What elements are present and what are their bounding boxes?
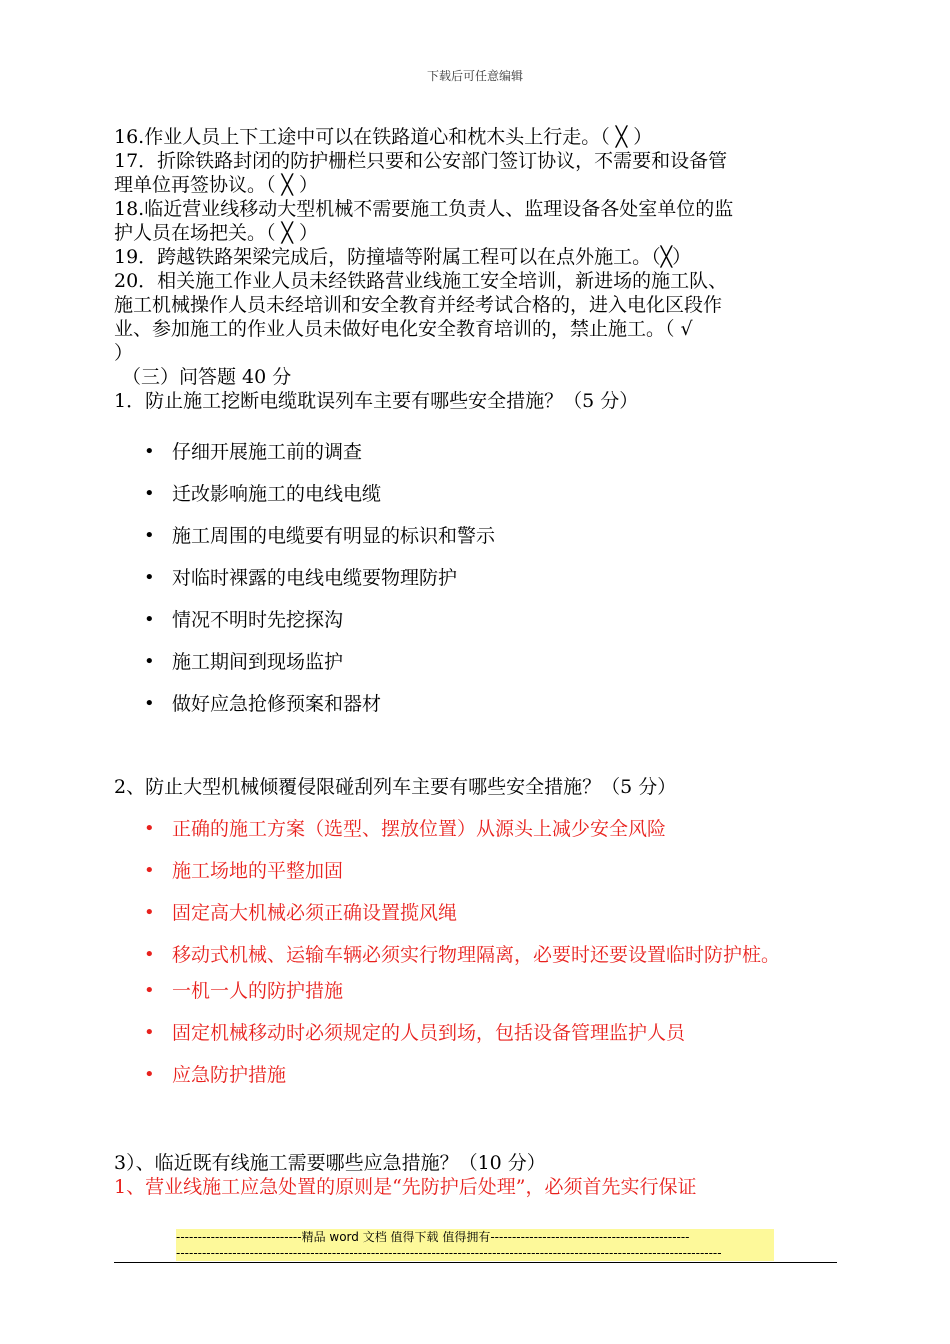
list-item: • 应急防护措施 [114,1063,838,1087]
list-item: • 固定机械移动时必须规定的人员到场，包括设备管理监护人员 [114,1021,838,1045]
footer-banner-line1: -----------------------------精品 word 文档 值得下载 值得拥有---------------------------------------------- [176,1229,774,1245]
list-item: • 一机一人的防护措施 [114,979,838,1003]
q2-answer-list [114,817,838,1105]
section-title: （三）问答题 40 分 [122,366,292,388]
true-false-block [114,125,838,413]
list-item: • 仔细开展施工前的调查 [114,440,838,464]
tf-item-19: 19．跨越铁路架梁完成后，防撞墙等附属工程可以在点外施工。（╳） [114,246,692,268]
list-item: • 对临时裸露的电线电缆要物理防护 [114,566,838,590]
list-item: • 正确的施工方案（选型、摆放位置）从源头上减少安全风险 [114,817,838,841]
tf-item-17-line2: 理单位再签协议。（ ╳ ） [114,174,319,196]
list-item: • 施工周围的电缆要有明显的标识和警示 [114,524,838,548]
list-item: • 做好应急抢修预案和器材 [114,692,838,716]
tf-item-20-line3: 业、参加施工的作业人员未做好电化安全教育培训的，禁止施工。（ √ [114,318,693,340]
q1-title: 1．防止施工挖断电缆耽误列车主要有哪些安全措施？（5 分） [114,390,639,412]
list-item: • 情况不明时先挖探沟 [114,608,838,632]
tf-item-20-line2: 施工机械操作人员未经培训和安全教育并经考试合格的，进入电化区段作 [114,294,723,316]
tf-item-17-line1: 17．折除铁路封闭的防护栅栏只要和公安部门签订协议，不需要和设备管 [114,150,728,172]
q1-answer-list [114,440,838,734]
list-item: • 迁改影响施工的电线电缆 [114,482,838,506]
page-header: 下载后可任意编辑 [426,69,523,83]
list-item: • 固定高大机械必须正确设置揽风绳 [114,901,838,925]
list-item: • 施工场地的平整加固 [114,859,838,883]
q3-block [114,1151,838,1199]
tf-item-20-line1: 20．相关施工作业人员未经铁路营业线施工安全培训，新进场的施工队、 [114,270,728,292]
tf-item-16: 16.作业人员上下工途中可以在铁路道心和枕木头上行走。（ ╳ ） [114,126,653,148]
tf-item-18-line2: 护人员在场把关。（ ╳ ） [114,222,319,244]
footer-divider [114,1262,837,1263]
tf-item-20-line4: ） [114,342,134,364]
q3-answer-line: 1、营业线施工应急处置的原则是“先防护后处理”，必须首先实行保证 [114,1176,697,1198]
tf-item-18-line1: 18.临近营业线移动大型机械不需要施工负责人、监理设备各处室单位的监 [114,198,734,220]
footer-banner-line2: ------------------------------------------------------------------------------------------------------------------------------ [176,1245,774,1261]
list-item: • 移动式机械、运输车辆必须实行物理隔离，必要时还要设置临时防护桩。 [114,934,838,976]
list-item: • 施工期间到现场监护 [114,650,838,674]
q3-title: 3）、临近既有线施工需要哪些应急措施？（10 分） [114,1152,546,1174]
q2-title: 2、防止大型机械倾覆侵限碰刮列车主要有哪些安全措施？（5 分） [114,776,677,798]
